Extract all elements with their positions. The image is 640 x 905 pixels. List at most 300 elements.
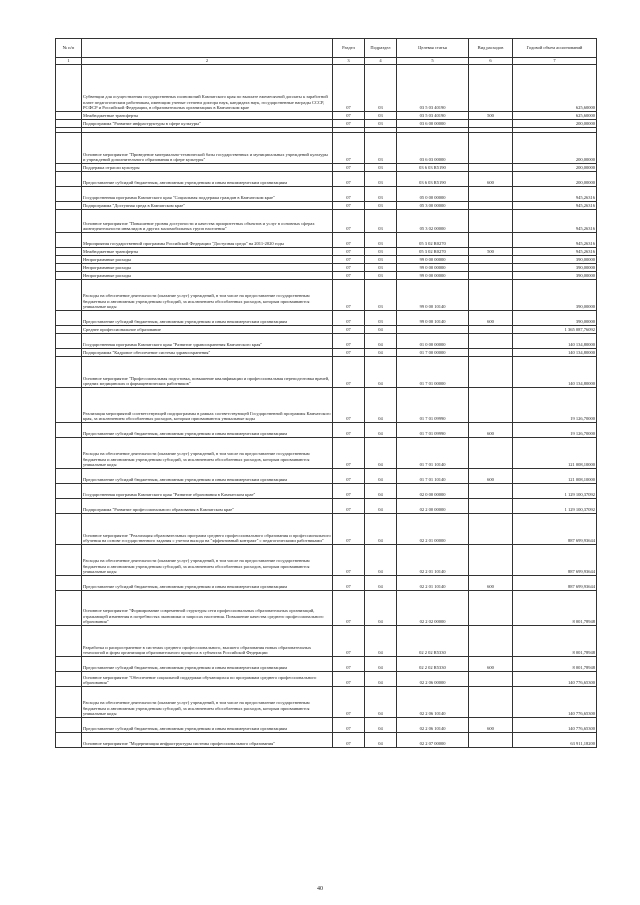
razdel-cell: 07 bbox=[333, 233, 365, 248]
expense-type-cell bbox=[469, 357, 513, 388]
podrazdel-cell: 03 bbox=[365, 210, 397, 233]
num-cell bbox=[56, 576, 82, 591]
target-article-cell: 01 7 01 00000 bbox=[397, 357, 469, 388]
target-article-cell: 05 3 02 R0270 bbox=[397, 233, 469, 248]
amount-cell: 390,00000 bbox=[513, 272, 597, 280]
num-cell bbox=[56, 202, 82, 210]
amount-cell: 625,60000 bbox=[513, 65, 597, 112]
target-article-cell: 02 2 01 00000 bbox=[397, 514, 469, 545]
amount-cell: 200,00000 bbox=[513, 172, 597, 187]
num-cell bbox=[56, 280, 82, 311]
razdel-cell: 07 bbox=[333, 484, 365, 499]
num-cell bbox=[56, 733, 82, 748]
num-cell bbox=[56, 514, 82, 545]
column-number: 4 bbox=[365, 58, 397, 65]
expense-type-cell bbox=[469, 626, 513, 657]
podrazdel-cell: 04 bbox=[365, 484, 397, 499]
row-name-cell: Основное мероприятие "Формирование современной структуры сети профессиональных образовательных организаций, отражающей изменения в потребностях экономики и запросах населения. Повышение качества среднего профессионального образования" bbox=[82, 591, 333, 626]
expense-type-cell bbox=[469, 202, 513, 210]
row-name-cell: Предоставление субсидий бюджетным, автономным учреждениям и иным некоммерческим организациям bbox=[82, 469, 333, 484]
target-article-cell: 02 2 06 10140 bbox=[397, 687, 469, 718]
amount-cell: 200,00000 bbox=[513, 133, 597, 164]
razdel-cell: 07 bbox=[333, 626, 365, 657]
num-cell bbox=[56, 687, 82, 718]
num-cell bbox=[56, 164, 82, 172]
expense-type-cell bbox=[469, 514, 513, 545]
num-cell bbox=[56, 626, 82, 657]
column-number: 5 bbox=[397, 58, 469, 65]
podrazdel-cell: 04 bbox=[365, 626, 397, 657]
amount-cell: 945,26316 bbox=[513, 233, 597, 248]
expense-type-cell bbox=[469, 499, 513, 514]
num-cell bbox=[56, 484, 82, 499]
expense-type-cell: 600 bbox=[469, 469, 513, 484]
header-col-podrazdel: Подраздел bbox=[365, 39, 397, 58]
amount-cell: 19 126,70000 bbox=[513, 388, 597, 423]
row-name-cell: Предоставление субсидий бюджетным, автономным учреждениям и иным некоммерческим организациям bbox=[82, 718, 333, 733]
podrazdel-cell: 04 bbox=[365, 349, 397, 357]
header-col-name bbox=[82, 39, 333, 58]
target-article-cell: 02 2 02 00000 bbox=[397, 591, 469, 626]
header-col-number: № п/п bbox=[56, 39, 82, 58]
expense-type-cell bbox=[469, 187, 513, 202]
target-article-cell: 05 3 02 R0270 bbox=[397, 248, 469, 256]
razdel-cell: 07 bbox=[333, 133, 365, 164]
table-row bbox=[56, 133, 597, 164]
razdel-cell: 07 bbox=[333, 591, 365, 626]
podrazdel-cell: 03 bbox=[365, 280, 397, 311]
amount-cell: 140 134,80000 bbox=[513, 334, 597, 349]
podrazdel-cell: 03 bbox=[365, 187, 397, 202]
amount-cell: 945,26316 bbox=[513, 187, 597, 202]
razdel-cell: 07 bbox=[333, 545, 365, 576]
podrazdel-cell: 04 bbox=[365, 687, 397, 718]
num-cell bbox=[56, 65, 82, 112]
expense-type-cell bbox=[469, 545, 513, 576]
expense-type-cell bbox=[469, 326, 513, 334]
table-row bbox=[56, 233, 597, 248]
razdel-cell: 07 bbox=[333, 514, 365, 545]
row-name-cell: Подпрограмма "Доступная среда в Камчатском крае" bbox=[82, 202, 333, 210]
target-article-cell: 99 0 00 10140 bbox=[397, 280, 469, 311]
budget-table-sheet bbox=[55, 38, 596, 748]
table-row bbox=[56, 626, 597, 657]
table-row bbox=[56, 576, 597, 591]
table-row bbox=[56, 334, 597, 349]
row-name-cell: Поддержка отрасли культуры bbox=[82, 164, 333, 172]
num-cell bbox=[56, 438, 82, 469]
expense-type-cell bbox=[469, 388, 513, 423]
table-row bbox=[56, 65, 597, 112]
row-name-cell: Предоставление субсидий бюджетным, автономным учреждениям и иным некоммерческим организациям bbox=[82, 423, 333, 438]
expense-type-cell bbox=[469, 164, 513, 172]
num-cell bbox=[56, 264, 82, 272]
podrazdel-cell: 03 bbox=[365, 264, 397, 272]
podrazdel-cell: 04 bbox=[365, 469, 397, 484]
podrazdel-cell: 03 bbox=[365, 164, 397, 172]
num-cell bbox=[56, 334, 82, 349]
table-row bbox=[56, 357, 597, 388]
amount-cell: 200,00000 bbox=[513, 164, 597, 172]
amount-cell: 625,60000 bbox=[513, 112, 597, 120]
num-cell bbox=[56, 210, 82, 233]
table-row bbox=[56, 280, 597, 311]
amount-cell: 140 134,80000 bbox=[513, 349, 597, 357]
num-cell bbox=[56, 326, 82, 334]
row-name-cell: Непрограммные расходы bbox=[82, 272, 333, 280]
amount-cell: 200,00000 bbox=[513, 120, 597, 128]
razdel-cell: 07 bbox=[333, 326, 365, 334]
razdel-cell: 07 bbox=[333, 733, 365, 748]
razdel-cell: 07 bbox=[333, 334, 365, 349]
target-article-cell: 99 0 00 10140 bbox=[397, 311, 469, 326]
row-name-cell: Расходы на обеспечение деятельности (оказание услуг) учреждений, в том числе на предоставление государственным бюджетным и автономным учреждениям субсидий, за исключением обособленных расходов, которым присваиваются уникальные коды bbox=[82, 280, 333, 311]
podrazdel-cell: 04 bbox=[365, 357, 397, 388]
razdel-cell: 07 bbox=[333, 469, 365, 484]
row-name-cell: Межбюджетные трансферты bbox=[82, 248, 333, 256]
table-row bbox=[56, 718, 597, 733]
row-name-cell: Непрограммные расходы bbox=[82, 256, 333, 264]
expense-type-cell bbox=[469, 591, 513, 626]
razdel-cell: 07 bbox=[333, 65, 365, 112]
budget-table bbox=[55, 38, 597, 748]
row-name-cell: Государственная программа Камчатского края "Социальная поддержка граждан в Камчатском крае" bbox=[82, 187, 333, 202]
podrazdel-cell: 04 bbox=[365, 438, 397, 469]
podrazdel-cell: 03 bbox=[365, 120, 397, 128]
expense-type-cell bbox=[469, 349, 513, 357]
razdel-cell: 07 bbox=[333, 576, 365, 591]
header-col-target-article: Целевая статья bbox=[397, 39, 469, 58]
row-name-cell: Основное мероприятие "Повышение уровня доступности и качества приоритетных объектов и услуг в основных сферах жизнедеятельности инвалидов и других маломобильных групп населения" bbox=[82, 210, 333, 233]
razdel-cell: 07 bbox=[333, 248, 365, 256]
table-row bbox=[56, 591, 597, 626]
row-name-cell: Основное мероприятие "Профессиональная подготовка, повышение квалификации и профессиональная переподготовка врачей, средних медицинских и фармацевтических работников" bbox=[82, 357, 333, 388]
expense-type-cell bbox=[469, 484, 513, 499]
num-cell bbox=[56, 499, 82, 514]
table-row bbox=[56, 172, 597, 187]
podrazdel-cell: 04 bbox=[365, 388, 397, 423]
amount-cell: 945,26316 bbox=[513, 202, 597, 210]
podrazdel-cell: 04 bbox=[365, 591, 397, 626]
target-article-cell: 03 5 03 40190 bbox=[397, 112, 469, 120]
column-number: 7 bbox=[513, 58, 597, 65]
target-article-cell: 02 2 01 10140 bbox=[397, 576, 469, 591]
header-col-annual-amount: Годовой объем ассигнований bbox=[513, 39, 597, 58]
table-row bbox=[56, 112, 597, 120]
razdel-cell: 07 bbox=[333, 349, 365, 357]
podrazdel-cell: 04 bbox=[365, 326, 397, 334]
table-row bbox=[56, 438, 597, 469]
row-name-cell: Предоставление субсидий бюджетным, автономным учреждениям и иным некоммерческим организациям bbox=[82, 172, 333, 187]
podrazdel-cell: 04 bbox=[365, 733, 397, 748]
razdel-cell: 07 bbox=[333, 164, 365, 172]
target-article-cell: 02 2 06 10140 bbox=[397, 718, 469, 733]
expense-type-cell bbox=[469, 280, 513, 311]
target-article-cell: 02 2 00 00000 bbox=[397, 499, 469, 514]
amount-cell: 121 008,10000 bbox=[513, 438, 597, 469]
row-name-cell: Среднее профессиональное образование bbox=[82, 326, 333, 334]
target-article-cell: 01 7 01 09990 bbox=[397, 388, 469, 423]
expense-type-cell bbox=[469, 65, 513, 112]
amount-cell: 121 008,10000 bbox=[513, 469, 597, 484]
target-article-cell: 02 2 02 R5330 bbox=[397, 657, 469, 672]
expense-type-cell: 600 bbox=[469, 576, 513, 591]
razdel-cell: 07 bbox=[333, 172, 365, 187]
table-row bbox=[56, 187, 597, 202]
target-article-cell: 03 5 03 40190 bbox=[397, 65, 469, 112]
row-name-cell: Мероприятия государственной программы Российской Федерации "Доступная среда" на 2011-2020 годы bbox=[82, 233, 333, 248]
razdel-cell: 07 bbox=[333, 264, 365, 272]
column-number: 6 bbox=[469, 58, 513, 65]
razdel-cell: 07 bbox=[333, 187, 365, 202]
razdel-cell: 07 bbox=[333, 280, 365, 311]
podrazdel-cell: 03 bbox=[365, 256, 397, 264]
amount-cell: 8 001,78948 bbox=[513, 591, 597, 626]
header-col-expense-type: Вид расходов bbox=[469, 39, 513, 58]
num-cell bbox=[56, 672, 82, 687]
amount-cell: 1 365 087,76092 bbox=[513, 326, 597, 334]
razdel-cell: 07 bbox=[333, 256, 365, 264]
target-article-cell: 03 6 00 00000 bbox=[397, 120, 469, 128]
podrazdel-cell: 04 bbox=[365, 576, 397, 591]
expense-type-cell bbox=[469, 687, 513, 718]
table-row bbox=[56, 120, 597, 128]
row-name-cell: Разработка и распространение в системах среднего профессионального, высшего образования новых образовательных технологий и форм организации образовательного процесса в субъектах Российской Федерации bbox=[82, 626, 333, 657]
num-cell bbox=[56, 718, 82, 733]
row-name-cell: Основное мероприятие "Приведение материально-технической базы государственных и муниципальных учреждений культуры и учреждений дополнительного образования в сфере культуры" bbox=[82, 133, 333, 164]
num-cell bbox=[56, 657, 82, 672]
razdel-cell: 07 bbox=[333, 272, 365, 280]
row-name-cell: Субвенции для осуществления государственных полномочий Камчатского края по выплате ежемесячной доплаты к заработной плате педагогическим работникам, имеющим ученые степени доктора наук, кандидата наук, государственные награды СССР, РСФСР и Российской Федерации, в образовательных организациях в Камчатском крае bbox=[82, 65, 333, 112]
amount-cell: 140 776,65300 bbox=[513, 687, 597, 718]
num-cell bbox=[56, 248, 82, 256]
row-name-cell: Подпрограмма "Развитие профессионального образования в Камчатском крае" bbox=[82, 499, 333, 514]
row-name-cell: Расходы на обеспечение деятельности (оказание услуг) учреждений, в том числе на предоставление государственным бюджетным и автономным учреждениям субсидий, за исключением обособленных расходов, которым присваиваются уникальные коды bbox=[82, 438, 333, 469]
razdel-cell: 07 bbox=[333, 438, 365, 469]
amount-cell: 887 699,93644 bbox=[513, 545, 597, 576]
target-article-cell: 99 0 00 00000 bbox=[397, 256, 469, 264]
podrazdel-cell: 03 bbox=[365, 65, 397, 112]
podrazdel-cell: 03 bbox=[365, 248, 397, 256]
amount-cell: 19 126,70000 bbox=[513, 423, 597, 438]
num-cell bbox=[56, 172, 82, 187]
table-row bbox=[56, 423, 597, 438]
amount-cell: 8 001,78948 bbox=[513, 626, 597, 657]
target-article-cell: 03 6 03 R5190 bbox=[397, 164, 469, 172]
table-row bbox=[56, 388, 597, 423]
razdel-cell: 07 bbox=[333, 210, 365, 233]
amount-cell: 390,00000 bbox=[513, 311, 597, 326]
target-article-cell: 05 3 00 00000 bbox=[397, 202, 469, 210]
table-row bbox=[56, 514, 597, 545]
expense-type-cell: 500 bbox=[469, 112, 513, 120]
target-article-cell: 99 0 00 00000 bbox=[397, 264, 469, 272]
razdel-cell: 07 bbox=[333, 499, 365, 514]
header-col-razdel: Раздел bbox=[333, 39, 365, 58]
amount-cell: 1 129 100,37092 bbox=[513, 484, 597, 499]
row-name-cell: Основное мероприятие "Реализация образовательных программ среднего профессионального образования и профессионального обучения на основе государственного задания с учетом выхода на "эффективный контракт" с педагогическими работниками" bbox=[82, 514, 333, 545]
table-row bbox=[56, 499, 597, 514]
podrazdel-cell: 04 bbox=[365, 514, 397, 545]
num-cell bbox=[56, 233, 82, 248]
target-article-cell: 01 0 00 00000 bbox=[397, 334, 469, 349]
table-row bbox=[56, 687, 597, 718]
target-article-cell: 02 0 00 00000 bbox=[397, 484, 469, 499]
razdel-cell: 07 bbox=[333, 112, 365, 120]
table-body bbox=[56, 65, 597, 748]
amount-cell: 140 776,65300 bbox=[513, 672, 597, 687]
target-article-cell: 05 0 00 00000 bbox=[397, 187, 469, 202]
razdel-cell: 07 bbox=[333, 202, 365, 210]
page-number: 40 bbox=[317, 886, 323, 892]
amount-cell: 8 001,78948 bbox=[513, 657, 597, 672]
num-cell bbox=[56, 388, 82, 423]
target-article-cell: 01 7 00 00000 bbox=[397, 349, 469, 357]
header-row bbox=[56, 39, 597, 58]
expense-type-cell: 600 bbox=[469, 311, 513, 326]
table-row bbox=[56, 469, 597, 484]
amount-cell: 140 134,80000 bbox=[513, 357, 597, 388]
razdel-cell: 07 bbox=[333, 718, 365, 733]
expense-type-cell bbox=[469, 334, 513, 349]
table-row bbox=[56, 733, 597, 748]
num-cell bbox=[56, 349, 82, 357]
num-cell bbox=[56, 272, 82, 280]
amount-cell: 390,00000 bbox=[513, 264, 597, 272]
row-name-cell: Подпрограмма "Развитие инфраструктуры в сфере культуры" bbox=[82, 120, 333, 128]
podrazdel-cell: 04 bbox=[365, 718, 397, 733]
target-article-cell: 03 6 03 00000 bbox=[397, 133, 469, 164]
table-row bbox=[56, 202, 597, 210]
expense-type-cell: 600 bbox=[469, 718, 513, 733]
razdel-cell: 07 bbox=[333, 120, 365, 128]
column-number-row bbox=[56, 58, 597, 65]
column-number: 3 bbox=[333, 58, 365, 65]
num-cell bbox=[56, 112, 82, 120]
num-cell bbox=[56, 545, 82, 576]
row-name-cell: Расходы на обеспечение деятельности (оказание услуг) учреждений, в том числе на предоставление государственным бюджетным и автономным учреждениям субсидий, за исключением обособленных расходов, которым присваиваются уникальные коды bbox=[82, 545, 333, 576]
amount-cell: 887 699,93644 bbox=[513, 514, 597, 545]
num-cell bbox=[56, 133, 82, 164]
row-name-cell: Непрограммные расходы bbox=[82, 264, 333, 272]
expense-type-cell bbox=[469, 120, 513, 128]
podrazdel-cell: 03 bbox=[365, 112, 397, 120]
amount-cell: 1 129 100,37092 bbox=[513, 499, 597, 514]
expense-type-cell bbox=[469, 233, 513, 248]
target-article-cell: 05 3 02 00000 bbox=[397, 210, 469, 233]
podrazdel-cell: 03 bbox=[365, 272, 397, 280]
target-article-cell: 01 7 01 10140 bbox=[397, 438, 469, 469]
razdel-cell: 07 bbox=[333, 388, 365, 423]
table-row bbox=[56, 264, 597, 272]
row-name-cell: Подпрограмма "Кадровое обеспечение системы здравоохранения" bbox=[82, 349, 333, 357]
expense-type-cell: 600 bbox=[469, 657, 513, 672]
num-cell bbox=[56, 357, 82, 388]
column-number: 2 bbox=[82, 58, 333, 65]
amount-cell: 945,26316 bbox=[513, 210, 597, 233]
podrazdel-cell: 03 bbox=[365, 133, 397, 164]
target-article-cell: 99 0 00 00000 bbox=[397, 272, 469, 280]
razdel-cell: 07 bbox=[333, 357, 365, 388]
expense-type-cell bbox=[469, 438, 513, 469]
razdel-cell: 07 bbox=[333, 672, 365, 687]
table-row bbox=[56, 545, 597, 576]
razdel-cell: 07 bbox=[333, 657, 365, 672]
target-article-cell: 02 2 01 10140 bbox=[397, 545, 469, 576]
num-cell bbox=[56, 311, 82, 326]
podrazdel-cell: 04 bbox=[365, 545, 397, 576]
row-name-cell: Государственная программа Камчатского края "Развитие здравоохранения Камчатского края" bbox=[82, 334, 333, 349]
expense-type-cell bbox=[469, 133, 513, 164]
podrazdel-cell: 04 bbox=[365, 334, 397, 349]
amount-cell: 390,00000 bbox=[513, 280, 597, 311]
num-cell bbox=[56, 423, 82, 438]
row-name-cell: Межбюджетные трансферты bbox=[82, 112, 333, 120]
amount-cell: 945,26316 bbox=[513, 248, 597, 256]
num-cell bbox=[56, 591, 82, 626]
expense-type-cell bbox=[469, 264, 513, 272]
podrazdel-cell: 04 bbox=[365, 499, 397, 514]
row-name-cell: Основное мероприятие "Модернизация инфраструктуры системы профессионального образования" bbox=[82, 733, 333, 748]
target-article-cell: 02 2 07 00000 bbox=[397, 733, 469, 748]
expense-type-cell bbox=[469, 210, 513, 233]
expense-type-cell bbox=[469, 733, 513, 748]
podrazdel-cell: 04 bbox=[365, 672, 397, 687]
table-row bbox=[56, 484, 597, 499]
podrazdel-cell: 03 bbox=[365, 311, 397, 326]
table-row bbox=[56, 311, 597, 326]
target-article-cell: 03 6 03 R5190 bbox=[397, 172, 469, 187]
column-number: 1 bbox=[56, 58, 82, 65]
amount-cell: 63 911,18200 bbox=[513, 733, 597, 748]
target-article-cell: 01 7 01 09990 bbox=[397, 423, 469, 438]
expense-type-cell: 500 bbox=[469, 248, 513, 256]
table-row bbox=[56, 210, 597, 233]
amount-cell: 140 776,65300 bbox=[513, 718, 597, 733]
target-article-cell bbox=[397, 326, 469, 334]
num-cell bbox=[56, 256, 82, 264]
target-article-cell: 01 7 01 10140 bbox=[397, 469, 469, 484]
num-cell bbox=[56, 187, 82, 202]
target-article-cell: 02 2 02 R5330 bbox=[397, 626, 469, 657]
amount-cell: 887 699,93644 bbox=[513, 576, 597, 591]
row-name-cell: Предоставление субсидий бюджетным, автономным учреждениям и иным некоммерческим организациям bbox=[82, 311, 333, 326]
podrazdel-cell: 03 bbox=[365, 172, 397, 187]
table-row bbox=[56, 164, 597, 172]
expense-type-cell bbox=[469, 256, 513, 264]
razdel-cell: 07 bbox=[333, 687, 365, 718]
podrazdel-cell: 03 bbox=[365, 233, 397, 248]
podrazdel-cell: 03 bbox=[365, 202, 397, 210]
table-row bbox=[56, 672, 597, 687]
table-row bbox=[56, 326, 597, 334]
podrazdel-cell: 04 bbox=[365, 657, 397, 672]
num-cell bbox=[56, 469, 82, 484]
expense-type-cell bbox=[469, 272, 513, 280]
table-row bbox=[56, 256, 597, 264]
table-row bbox=[56, 657, 597, 672]
target-article-cell: 02 2 06 00000 bbox=[397, 672, 469, 687]
row-name-cell: Предоставление субсидий бюджетным, автономным учреждениям и иным некоммерческим организациям bbox=[82, 576, 333, 591]
table-row bbox=[56, 349, 597, 357]
table-row bbox=[56, 248, 597, 256]
row-name-cell: Расходы на обеспечение деятельности (оказание услуг) учреждений, в том числе на предоставление государственным бюджетным и автономным учреждениям субсидий, за исключением обособленных расходов, которым присваиваются уникальные коды bbox=[82, 687, 333, 718]
expense-type-cell: 600 bbox=[469, 423, 513, 438]
row-name-cell: Предоставление субсидий бюджетным, автономным учреждениям и иным некоммерческим организациям bbox=[82, 657, 333, 672]
podrazdel-cell: 04 bbox=[365, 423, 397, 438]
expense-type-cell: 600 bbox=[469, 172, 513, 187]
row-name-cell: Реализация мероприятий соответствующей подпрограммы в рамках соответствующей Государственной программы Камчатского края, за исключением обособленных расходов, которым присваиваются уникальные коды bbox=[82, 388, 333, 423]
